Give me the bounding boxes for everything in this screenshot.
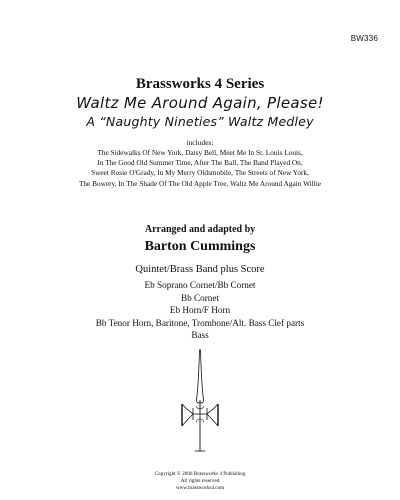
song-list-line: Sweet Rosie O'Grady, In My Merry Oldsmobile, The Streets of New York, [91,168,309,178]
piece-title: Waltz Me Around Again, Please! [76,94,324,112]
parts-list [0,279,400,342]
song-list [0,148,400,189]
instrumentation-heading: Quintet/Brass Band plus Score [135,264,265,275]
arranger-name: Barton Cummings [144,239,256,254]
brassworks-4-logo-icon [176,348,224,454]
website-line: www.brassworks4.com [175,484,225,491]
part-item: Bb Cornet [180,292,220,303]
series-title: Brassworks 4 Series [135,76,265,92]
copyright-block [0,471,400,491]
copyright-line: Copyright © 2006 Brassworks 4 Publishing [154,471,246,477]
part-item: Eb Horn/F Horn [169,305,231,316]
song-list-line: The Sidewalks Of New York, Daisy Bell, Meet Me In St. Louis Louis, [97,148,303,157]
left-bell-shape [182,404,193,426]
part-item: Eb Soprano Cornet/Bb Cornet [144,280,256,290]
part-item: Bass [191,330,209,341]
song-list-line: In The Good Old Summer Time, After The Ball, The Band Played On, [97,158,303,168]
catalog-number: BW336 [350,34,378,43]
song-list-line: The Bowery, In The Shade Of The Old Apple Tree, Waltz Me Around Again Willie [78,178,322,188]
right-bell-shape [207,404,218,426]
piece-subtitle: A “Naughty Nineties” Waltz Medley [86,114,314,129]
rights-line: All rights reserved [180,477,220,484]
includes-label: includes: [186,138,214,147]
part-item: Bb Tenor Horn, Baritone, Trombone/Alt. Bass Clef parts [95,317,305,328]
arranged-by-label: Arranged and adapted by [144,224,256,235]
horn-bell-shape [196,350,203,403]
